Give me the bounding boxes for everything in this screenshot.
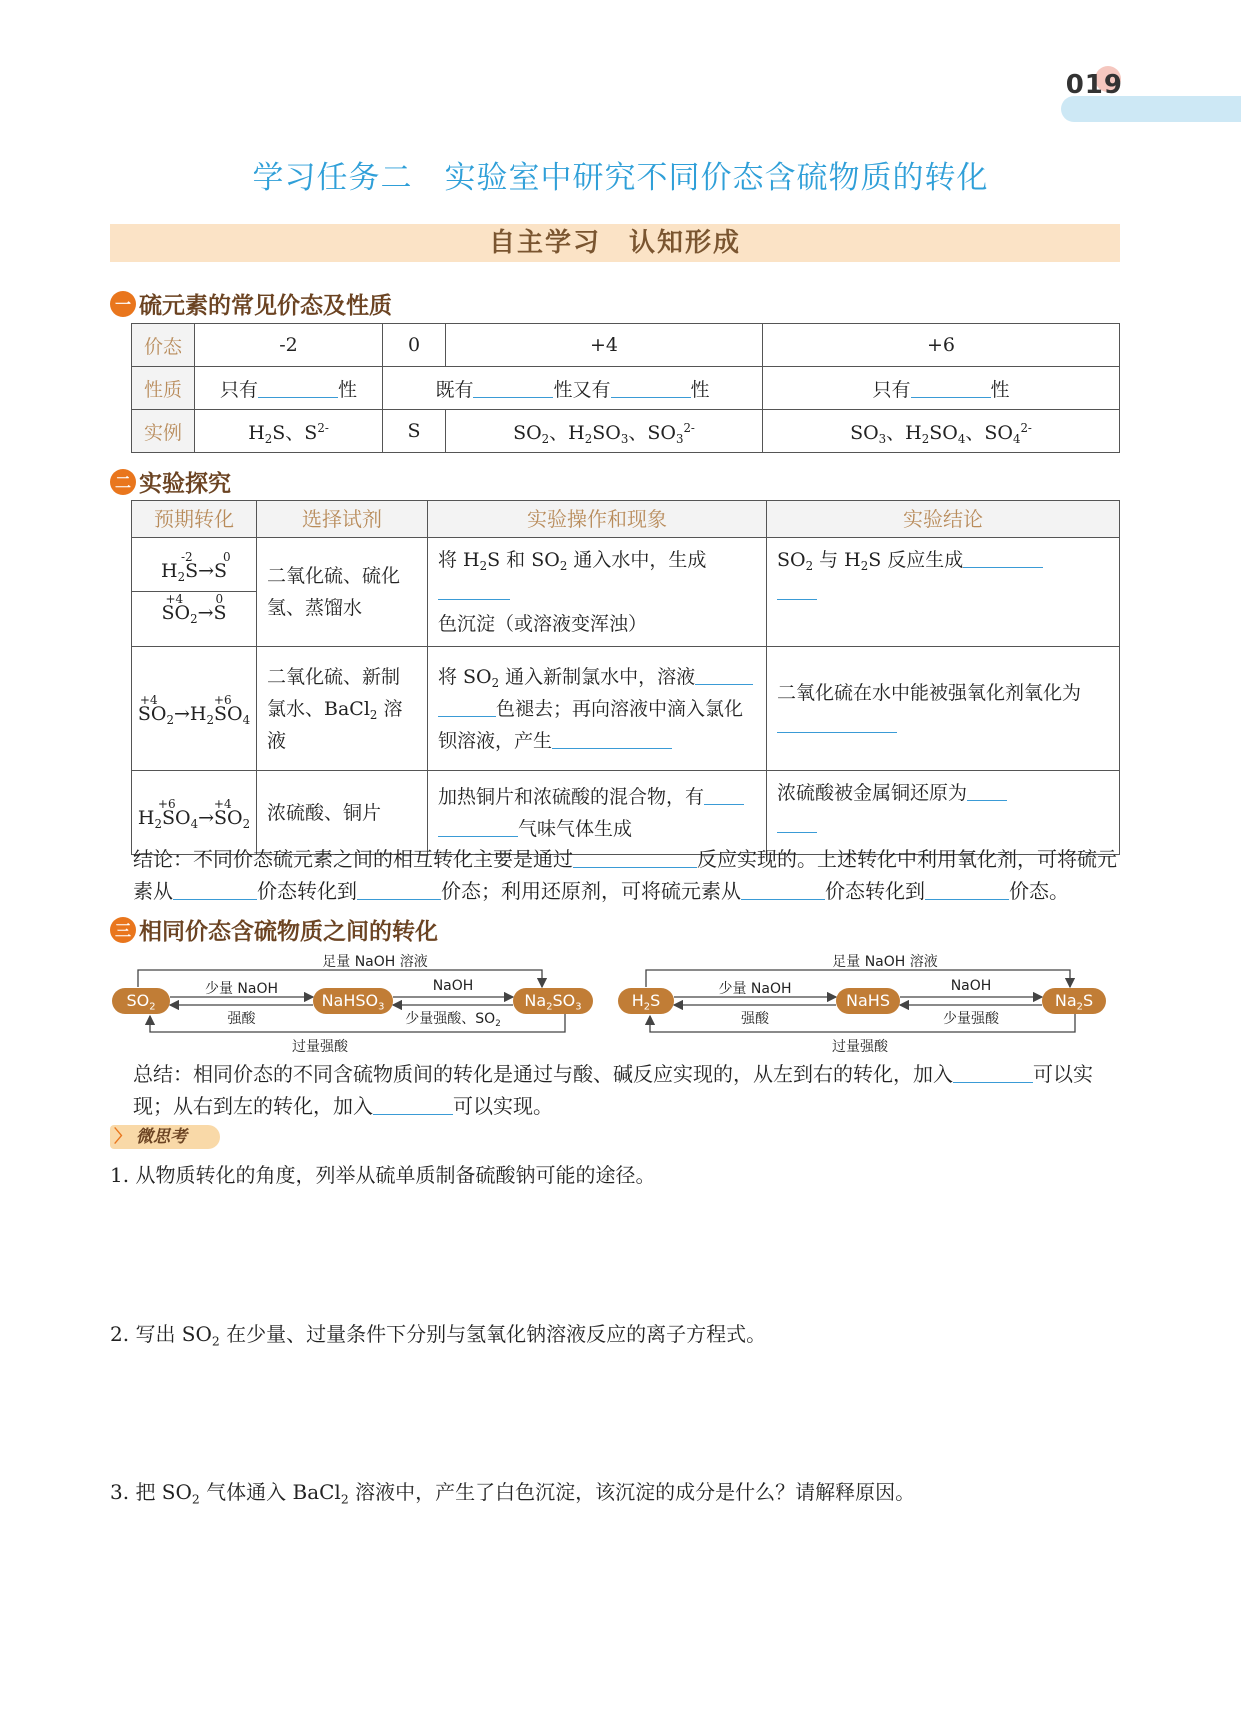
reagent-cell: 二氧化硫、硫化氢、蒸馏水 bbox=[257, 538, 428, 647]
column-header: 选择试剂 bbox=[257, 501, 428, 538]
answer-blank[interactable] bbox=[695, 665, 753, 685]
conclusion-cell: $SO_2$ 与 $H_2S$ 反应生成 bbox=[767, 538, 1120, 647]
flow-label: NaOH bbox=[432, 978, 474, 994]
h2s-node: $H_2S$ bbox=[618, 988, 674, 1014]
example-cell: $SO_2$、$H_2SO_3$、$SO_3^{2-}$ bbox=[446, 410, 763, 453]
reagent-cell: 二氧化硫、新制氯水、BaCl$_2$ 溶液 bbox=[257, 647, 428, 771]
section-band: 自主学习 认知形成 bbox=[110, 224, 1120, 262]
property-cell: 既有 性又有 性 bbox=[383, 367, 763, 410]
page-number: 019 bbox=[1065, 70, 1123, 100]
section-1-heading bbox=[110, 287, 392, 320]
transformation-cell: +4 +6 $SO_2\to H_2SO_4$ bbox=[132, 647, 257, 771]
conversion-diagram bbox=[110, 950, 1120, 1060]
column-header: 预期转化 bbox=[132, 501, 257, 538]
flow-label: 过量强酸 bbox=[292, 1039, 348, 1055]
operation-cell: 将 $SO_2$ 通入新制氯水中，溶液 色褪去；再向溶液中滴入氯化钡溶液，产生 bbox=[428, 647, 767, 771]
row-header: 价态 bbox=[132, 324, 195, 367]
valence-cell: 0 bbox=[383, 324, 446, 367]
answer-blank[interactable] bbox=[357, 879, 441, 900]
flow-label: 少量强酸、$SO_2$ bbox=[405, 1011, 501, 1030]
conclusion-cell: 浓硫酸被金属铜还原为 bbox=[767, 771, 1120, 855]
flow-label: 少量 NaOH bbox=[204, 981, 279, 997]
row-header: 性质 bbox=[132, 367, 195, 410]
section-3-heading bbox=[110, 913, 438, 946]
flow-label: 少量强酸 bbox=[943, 1011, 999, 1027]
valence-cell: -2 bbox=[195, 324, 383, 367]
flow-label: 足量 NaOH 溶液 bbox=[832, 954, 938, 970]
nahs-node: NaHS bbox=[836, 988, 900, 1014]
answer-blank[interactable] bbox=[473, 378, 553, 398]
section-2-title: 实验探究 bbox=[139, 471, 231, 497]
section-1-title: 硫元素的常见价态及性质 bbox=[139, 293, 392, 319]
column-header: 实验操作和现象 bbox=[428, 501, 767, 538]
answer-blank[interactable] bbox=[911, 378, 991, 398]
flow-label: 过量强酸 bbox=[832, 1039, 888, 1055]
question-2: 2. 写出 $SO_2$ 在少量、过量条件下分别与氢氧化钠溶液反应的离子方程式。 bbox=[110, 1322, 767, 1349]
question-3: 3. 把 $SO_2$ 气体通入 BaCl$_2$ 溶液中，产生了白色沉淀，该沉淀的成分是什么？请解释原因。 bbox=[110, 1480, 916, 1507]
answer-blank[interactable] bbox=[438, 580, 510, 600]
transformation-cell: -2 0 $H_2S\to S$ +4 0 $SO_2\to S$ bbox=[132, 538, 257, 647]
answer-blank[interactable] bbox=[777, 713, 897, 733]
answer-blank[interactable] bbox=[373, 1094, 453, 1115]
transformation-cell: +6 +4 $H_2SO_4\to SO_2$ bbox=[132, 771, 257, 855]
flow-label: 足量 NaOH 溶液 bbox=[322, 954, 428, 970]
flow-label: 强酸 bbox=[741, 1011, 769, 1027]
nahso3-node: NaHSO$_3$ bbox=[313, 988, 393, 1014]
answer-blank[interactable] bbox=[611, 378, 691, 398]
valence-cell: +4 bbox=[446, 324, 763, 367]
section-3-title: 相同价态含硫物质之间的转化 bbox=[139, 919, 438, 945]
reagent-cell: 浓硫酸、铜片 bbox=[257, 771, 428, 855]
example-cell: $SO_3$、$H_2SO_4$、$SO_4^{2-}$ bbox=[763, 410, 1120, 453]
flow-label: 少量 NaOH bbox=[718, 981, 792, 997]
conclusion-cell: 二氧化硫在水中能被强氧化剂氧化为 bbox=[767, 647, 1120, 771]
experiment-table bbox=[131, 500, 1120, 855]
answer-blank[interactable] bbox=[963, 548, 1043, 568]
answer-blank[interactable] bbox=[438, 817, 518, 837]
conclusion-paragraph: 结论：不同价态硫元素之间的相互转化主要是通过 反应实现的。上述转化中利用氧化剂，可将硫元素从 价态转化到 价态；利用还原剂，可将硫元素从 价态转化到 价态。 bbox=[133, 847, 1117, 903]
na2so3-node: $Na_2SO_3$ bbox=[513, 988, 593, 1014]
example-cell: $H_2S$、$S^{2-}$ bbox=[195, 410, 383, 453]
answer-blank[interactable] bbox=[777, 580, 817, 600]
property-cell: 只有 性 bbox=[195, 367, 383, 410]
answer-blank[interactable] bbox=[438, 697, 496, 717]
answer-blank[interactable] bbox=[552, 729, 672, 749]
row-header: 实例 bbox=[132, 410, 195, 453]
answer-blank[interactable] bbox=[741, 879, 825, 900]
summary-paragraph: 总结：相同价态的不同含硫物质间的转化是通过与酸、碱反应实现的，从左到右的转化，加入 可以实现；从右到左的转化，加入 可以实现。 bbox=[133, 1062, 1093, 1118]
answer-blank[interactable] bbox=[573, 847, 697, 868]
operation-cell: 加热铜片和浓硫酸的混合物，有 气味气体生成 bbox=[428, 771, 767, 855]
answer-blank[interactable] bbox=[953, 1062, 1033, 1083]
na2s-node: $Na_2S$ bbox=[1042, 988, 1106, 1014]
think-label: 〉 微思考 bbox=[110, 1125, 220, 1149]
answer-blank[interactable] bbox=[925, 879, 1009, 900]
so2-node: $SO_2$ bbox=[112, 988, 170, 1014]
question-1: 1. 从物质转化的角度，列举从硫单质制备硫酸钠可能的途径。 bbox=[110, 1163, 656, 1187]
operation-cell: 将 $H_2S$ 和 $SO_2$ 通入水中，生成 色沉淀（或溶液变浑浊） bbox=[428, 538, 767, 647]
answer-blank[interactable] bbox=[258, 378, 338, 398]
answer-blank[interactable] bbox=[967, 781, 1007, 801]
section-3-number: 三 bbox=[110, 917, 136, 943]
answer-blank[interactable] bbox=[777, 813, 817, 833]
valence-table bbox=[131, 323, 1120, 453]
flow-label: 强酸 bbox=[227, 1011, 256, 1027]
section-1-number: 一 bbox=[110, 291, 136, 317]
answer-blank[interactable] bbox=[173, 879, 257, 900]
example-cell: S bbox=[383, 410, 446, 453]
section-2-heading bbox=[110, 465, 231, 498]
section-2-number: 二 bbox=[110, 469, 136, 495]
flow-label: NaOH bbox=[950, 978, 992, 994]
answer-blank[interactable] bbox=[704, 785, 744, 805]
valence-cell: +6 bbox=[763, 324, 1120, 367]
column-header: 实验结论 bbox=[767, 501, 1120, 538]
task-title: 学习任务二 实验室中研究不同价态含硫物质的转化 bbox=[252, 160, 989, 196]
property-cell: 只有 性 bbox=[763, 367, 1120, 410]
